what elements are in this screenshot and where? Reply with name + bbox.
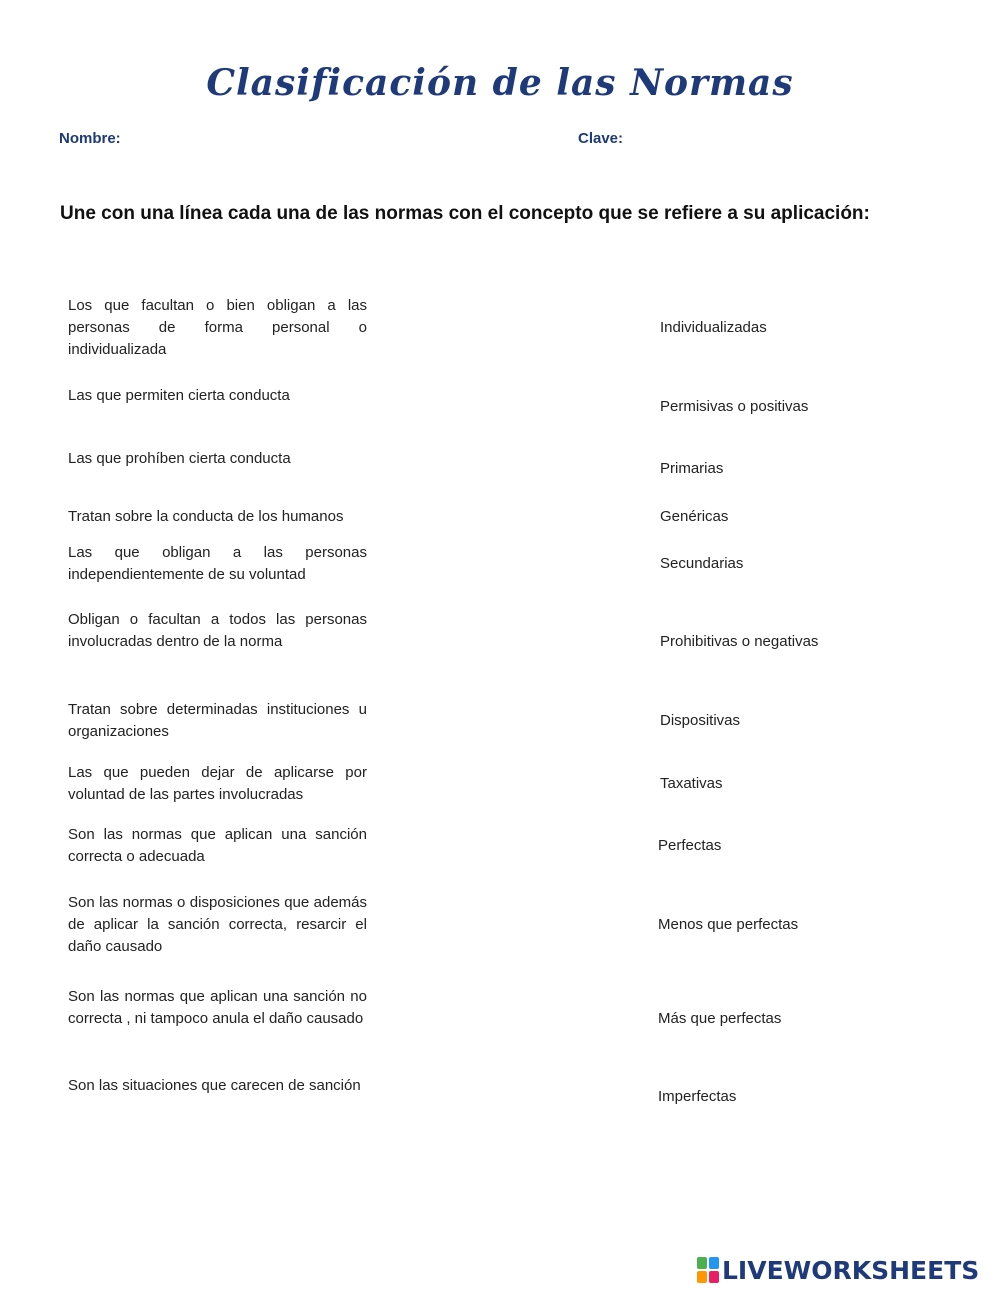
term-item-1[interactable]: Individualizadas: [660, 319, 767, 336]
description-item-4[interactable]: Tratan sobre la conducta de los humanos: [68, 508, 344, 525]
description-item-7[interactable]: Tratan sobre determinadas instituciones u organizaciones: [68, 701, 367, 740]
term-item-5[interactable]: Secundarias: [660, 555, 744, 572]
description-item-12[interactable]: Son las situaciones que carecen de sanción: [68, 1077, 361, 1094]
term-item-7[interactable]: Dispositivas: [660, 712, 741, 729]
term-item-6[interactable]: Prohibitivas o negativas: [660, 633, 819, 650]
term-item-9[interactable]: Perfectas: [658, 837, 722, 854]
term-item-3[interactable]: Primarias: [660, 460, 724, 477]
description-item-10[interactable]: Son las normas o disposiciones que además de aplicar la sanción correcta, resarcir el daño causado: [68, 894, 367, 955]
description-item-5[interactable]: Las que obligan a las personas independientemente de su voluntad: [68, 544, 367, 583]
description-item-9[interactable]: Son las normas que aplican una sanción correcta o adecuada: [68, 826, 367, 865]
worksheet-title: Clasificación de las Normas: [206, 62, 794, 104]
term-item-10[interactable]: Menos que perfectas: [658, 916, 799, 933]
liveworksheets-logo: [697, 1255, 979, 1285]
term-item-12[interactable]: Imperfectas: [658, 1088, 737, 1105]
term-item-8[interactable]: Taxativas: [660, 775, 723, 792]
term-item-2[interactable]: Permisivas o positivas: [660, 398, 809, 415]
logo-text: LIVEWORKSHEETS: [722, 1255, 980, 1285]
description-item-1[interactable]: Los que facultan o bien obligan a las personas de forma personal o individualizada: [68, 297, 367, 358]
description-item-2[interactable]: Las que permiten cierta conducta: [68, 387, 290, 404]
logo-badge-icon: [697, 1257, 719, 1283]
term-item-11[interactable]: Más que perfectas: [658, 1010, 782, 1027]
instruction-text: Une con una línea cada una de las normas con el concepto que se refiere a su aplicación:: [60, 203, 870, 224]
description-item-6[interactable]: Obligan o facultan a todos las personas involucradas dentro de la norma: [68, 611, 367, 650]
name-label: Nombre:: [59, 130, 121, 147]
key-label: Clave:: [578, 130, 624, 147]
term-item-4[interactable]: Genéricas: [660, 508, 729, 525]
description-item-3[interactable]: Las que prohíben cierta conducta: [68, 450, 291, 467]
description-item-8[interactable]: Las que pueden dejar de aplicarse por voluntad de las partes involucradas: [68, 764, 367, 803]
description-item-11[interactable]: Son las normas que aplican una sanción no correcta , ni tampoco anula el daño causado: [68, 988, 367, 1027]
